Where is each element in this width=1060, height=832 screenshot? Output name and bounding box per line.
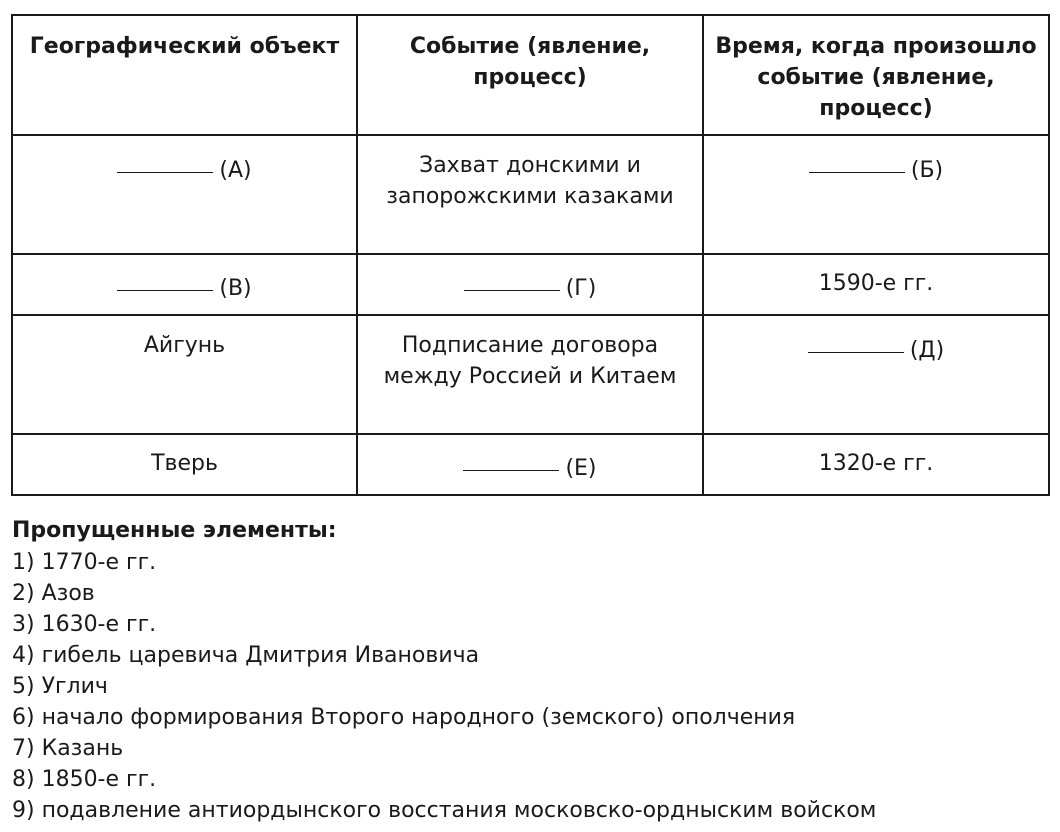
blank-line [809,150,905,173]
blank-line [117,150,213,173]
blank-label: (В) [219,276,252,301]
blank-line [463,448,559,471]
missing-elements-title: Пропущенные элементы: [12,518,337,543]
table-cell-event: Захват донскими и запорожскими казаками [357,135,703,254]
header-event: Событие (явление, процесс) [357,15,703,135]
list-item: 2) Азов [12,581,95,606]
table-cell-object: Айгунь [12,315,357,434]
list-item: 8) 1850-е гг. [12,767,157,792]
table-row [12,135,1049,254]
table-row [12,434,1049,495]
task-table [11,14,1050,496]
table-cell-object [12,254,357,315]
blank-label: (А) [219,158,252,183]
blank-label: (Б) [910,158,944,183]
table-row [12,315,1049,434]
table-cell-time [703,135,1049,254]
blank-label: (Е) [565,456,597,481]
header-time: Время, когда произошло событие (явление, процесс) [703,15,1049,135]
list-item: 1) 1770-е гг. [12,550,157,575]
table-cell-time [703,315,1049,434]
list-item: 9) подавление антиордынского восстания московско-ордныским войском [12,798,877,823]
table-cell-time: 1320-е гг. [703,434,1049,495]
table-cell-event: Подписание договора между Россией и Китаем [357,315,703,434]
blank-line [464,268,560,291]
list-item: 3) 1630-е гг. [12,612,157,637]
table-cell-object: Тверь [12,434,357,495]
list-item: 4) гибель царевича Дмитрия Ивановича [12,643,480,668]
blank-line [808,330,904,353]
list-item: 7) Казань [12,736,124,761]
header-geographic-object: Географический объект [12,15,357,135]
blank-line [117,268,213,291]
table-cell-object [12,135,357,254]
blank-label: (Д) [909,338,945,363]
table-row [12,254,1049,315]
blank-label: (Г) [565,276,597,301]
missing-elements-list [12,547,1048,826]
table-header-row [12,15,1049,135]
table-cell-time: 1590-е гг. [703,254,1049,315]
list-item: 5) Углич [12,674,108,699]
list-item: 6) начало формирования Второго народного (земского) ополчения [12,705,796,730]
missing-elements-section [12,515,1048,826]
table-cell-event [357,434,703,495]
table-cell-event [357,254,703,315]
